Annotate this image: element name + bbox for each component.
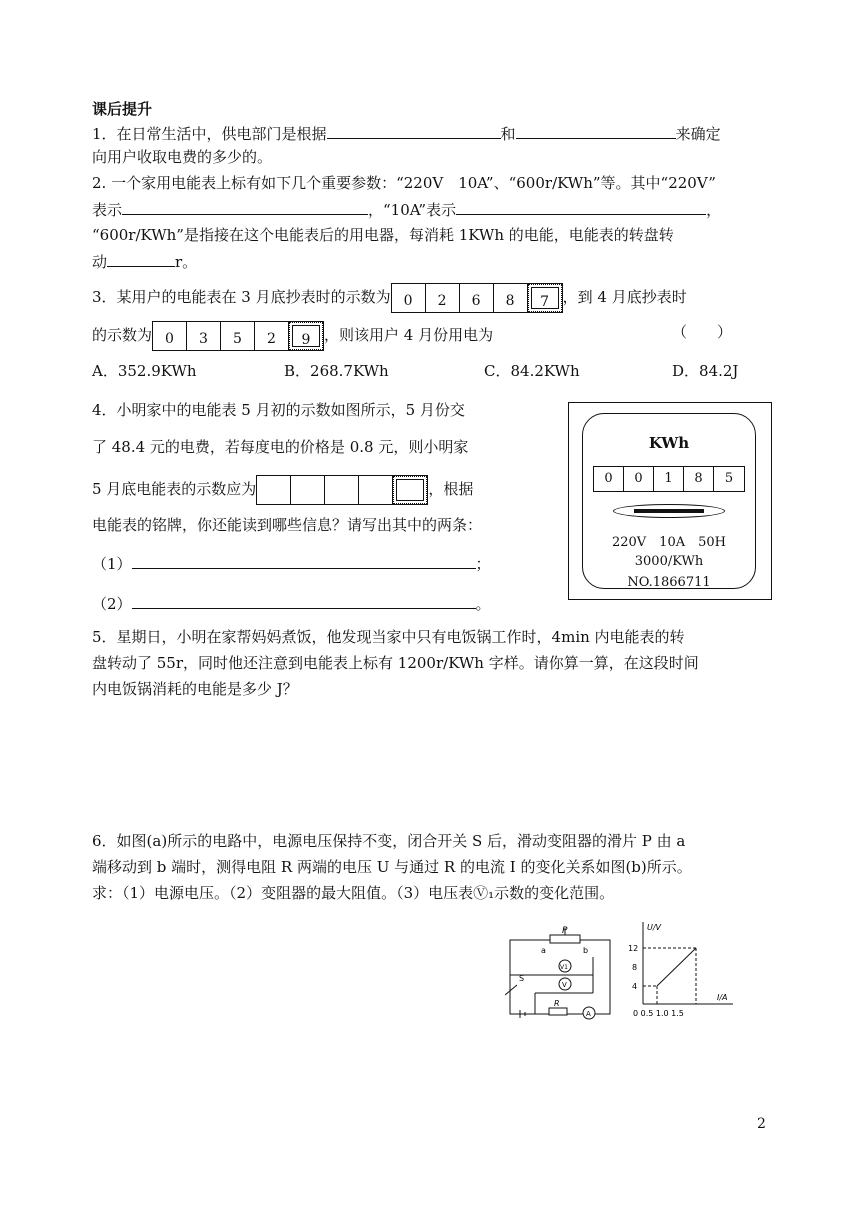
x-ticks: 0 0.5 1.0 1.5	[633, 1009, 684, 1018]
meter-serial: NO.1866711	[627, 575, 711, 590]
label-ammeter: A	[586, 1010, 591, 1018]
digit-decimal: 7	[528, 284, 562, 312]
label-b: b	[583, 946, 589, 955]
q4-line4: 电能表的铭牌，你还能读到哪些信息？请写出其中的两条：	[92, 516, 483, 534]
q2-line2	[92, 198, 721, 221]
digit-decimal: 9	[289, 322, 323, 350]
graph-ylabel: U/V	[647, 923, 662, 932]
label-v: V	[562, 981, 567, 989]
q2-blank-220v[interactable]	[122, 198, 368, 215]
energy-meter-figure	[568, 402, 772, 600]
digit-box[interactable]	[291, 476, 325, 504]
q3-option-a[interactable]: A．352.9KWh	[92, 362, 197, 380]
q4-text-2: ，根据	[428, 480, 474, 498]
q4-item-1	[92, 552, 491, 575]
digit: 8	[494, 284, 528, 312]
meter-digit: 0	[594, 467, 624, 491]
meter-rev: 3000/KWh	[634, 554, 704, 569]
q2-comma: ，	[706, 201, 722, 219]
label-r: R	[554, 999, 560, 1008]
circuit-diagram	[505, 925, 617, 1020]
q3-meter-reading-april	[152, 321, 324, 351]
q3-text-4: ，则该用户 4 月份用电为	[324, 326, 494, 344]
q5-line2: 盘转动了 55r，同时他还注意到电能表上标有 1200r/KWh 字样。请你算一算，在这段时间	[92, 654, 699, 672]
q3-line1	[92, 283, 687, 313]
q6-line2: 端移动到 b 端时，测得电阻 R 两端的电压 U 与通过 R 的电流 I 的变化关系如图(b)所示。	[92, 858, 692, 876]
q2-unit: r。	[175, 253, 198, 271]
section-title: 课后提升	[92, 100, 153, 118]
q2-line4	[92, 250, 197, 273]
digit: 0	[392, 284, 426, 312]
label-p: P	[562, 926, 568, 936]
digit-box[interactable]	[359, 476, 393, 504]
q3-line2	[92, 321, 493, 351]
y-tick-12: 12	[628, 944, 639, 953]
u-i-graph	[625, 918, 740, 1020]
digit-box-decimal[interactable]	[393, 476, 427, 504]
disc-bar	[634, 509, 704, 513]
q4-line3	[92, 475, 473, 505]
digit-box[interactable]	[257, 476, 291, 504]
q2-dong: 动	[92, 253, 108, 271]
q1-blank-1[interactable]	[327, 122, 501, 139]
q1-suffix: 来确定	[675, 125, 721, 143]
q3-answer-bracket[interactable]: （ ）	[672, 323, 733, 341]
q5-line1: 5．星期日，小明在家帮妈妈煮饭，他发现当家中只有电饭锅工作时，4min 内电能表的转	[92, 628, 685, 646]
meter-digit: 1	[654, 467, 684, 491]
q4-blank-2[interactable]	[132, 592, 476, 609]
meter-unit: KWh	[648, 434, 690, 452]
q6-line1: 6．如图(a)所示的电路中，电源电压保持不变，闭合开关 S 后，滑动变阻器的滑片 P 由 a	[92, 832, 686, 850]
q4-item-1-label: （1）	[92, 555, 132, 573]
q3-option-c[interactable]: C．84.2KWh	[484, 362, 580, 380]
q3-meter-reading-march	[391, 283, 563, 313]
q6-line3: 求：（1）电源电压。（2）变阻器的最大阻值。（3）电压表Ⓥ₁示数的变化范围。	[92, 884, 615, 902]
q4-item-2-end: 。	[475, 595, 491, 613]
q2-label-220: 表示	[92, 201, 123, 219]
q5-line3: 内电饭锅消耗的电能是多少 J？	[92, 680, 298, 698]
q4-meter-answer-boxes[interactable]	[256, 475, 428, 505]
q4-item-1-end: ；	[475, 555, 491, 573]
digit: 2	[255, 322, 289, 350]
q4-item-2-label: （2）	[92, 595, 132, 613]
label-v1: V1	[560, 964, 568, 971]
meter-digit: 5	[724, 471, 734, 486]
q1-blank-2[interactable]	[516, 122, 676, 139]
q3-option-d[interactable]: D．84.2J	[672, 362, 739, 380]
q3-text-2: ，到 4 月底抄表时	[562, 288, 687, 306]
digit: 5	[221, 322, 255, 350]
q3-text-3: 的示数为	[92, 326, 153, 344]
q2-line1: 2. 一个家用电能表上标有如下几个重要参数：“220V 10A”、“600r/KWh”等。其中“220V”	[92, 174, 716, 192]
q2-blank-rev[interactable]	[107, 250, 175, 267]
q1-mid: 和	[500, 125, 516, 143]
meter-disc	[613, 504, 725, 518]
digit: 0	[153, 322, 187, 350]
meter-digit: 0	[624, 467, 654, 491]
q1-line2: 向用户收取电费的多少的。	[92, 148, 273, 166]
q2-label-10a: ，“10A”表示	[368, 201, 457, 219]
q3-option-b[interactable]: B．268.7KWh	[284, 362, 389, 380]
q3-text-1: 3．某用户的电能表在 3 月底抄表时的示数为	[92, 288, 391, 306]
digit: 6	[460, 284, 494, 312]
meter-digit: 8	[684, 467, 714, 491]
y-tick-8: 8	[632, 963, 638, 972]
q4-line2: 了 48.4 元的电费，若每度电的价格是 0.8 元，则小明家	[92, 438, 469, 456]
digit: 3	[187, 322, 221, 350]
label-a: a	[541, 946, 546, 955]
q2-blank-10a[interactable]	[456, 198, 706, 215]
q4-text: 5 月底电能表的示数应为	[92, 480, 257, 498]
q2-line3: “600r/KWh”是指接在这个电能表后的用电器，每消耗 1KWh 的电能，电能表的转盘转	[92, 226, 674, 244]
q4-item-2	[92, 592, 491, 615]
meter-face	[582, 413, 756, 589]
digit: 2	[426, 284, 460, 312]
page-number: 2	[757, 1116, 766, 1132]
graph-xlabel: I/A	[717, 993, 728, 1002]
question-1	[92, 122, 721, 145]
meter-digits	[593, 466, 745, 492]
meter-rating: 220V 10A 50H	[611, 535, 726, 550]
q1-text: 1．在日常生活中，供电部门是根据	[92, 125, 327, 143]
y-tick-4: 4	[632, 982, 638, 991]
q4-blank-1[interactable]	[132, 552, 476, 569]
q4-line1: 4．小明家中的电能表 5 月初的示数如图所示，5 月份交	[92, 401, 465, 419]
label-s: S	[519, 974, 525, 983]
digit-box[interactable]	[325, 476, 359, 504]
